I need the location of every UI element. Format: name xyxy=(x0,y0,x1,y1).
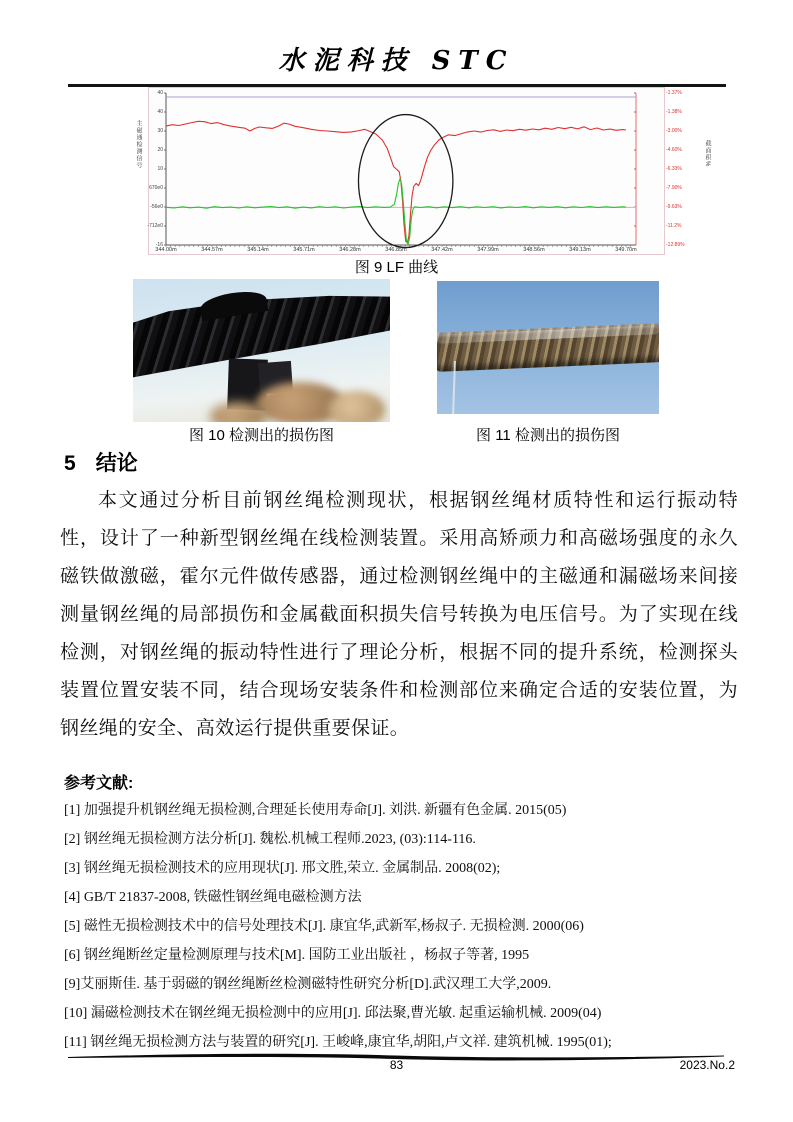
x-axis-tick: 345.14m xyxy=(247,247,269,253)
left-y-tick: 40 xyxy=(157,89,163,96)
right-y-tick: -1.38% xyxy=(666,108,682,115)
x-axis-tick: 348.56m xyxy=(523,247,545,253)
photo1-caption: 图 10 检测出的损伤图 xyxy=(188,427,335,444)
conclusion-text: 本文通过分析目前钢丝绳检测现状，根据钢丝绳材质特性和运行振动特性，设计了一种新型钢丝绳在线检测装置。采用高矫顽力和高磁场强度的永久磁铁做激磁，霍尔元件做传感器，通过检测钢丝绳中的主磁通和漏磁场来间接测量钢丝绳的局部损伤和金属截面积损失信号转换为电压信号。为了实现在线检测，对钢丝绳的振动特性进行了理论分析，根据不同的提升系统，检测探头装置位置安装不同，结合现场安装条件和检测部位来确定合适的安装位置，为钢丝绳的安全、高效运行提供重要保证。 xyxy=(60,490,738,739)
left-y-tick: -16 xyxy=(155,241,163,248)
reference-item: [5] 磁性无损检测技术中的信号处理技术[J]. 康宜华,武新军,杨叔子. 无损检测. 2000(06) xyxy=(64,919,584,934)
right-y-tick: -6.33% xyxy=(666,165,682,172)
reference-item: [2] 钢丝绳无损检测方法分析[J]. 魏松.机械工程师.2023, (03):114-116. xyxy=(64,832,476,847)
x-axis-tick: 347.99m xyxy=(477,247,499,253)
right-y-tick: -12.89% xyxy=(666,241,685,248)
x-axis-tick: 346.85m xyxy=(385,247,407,253)
reference-item: [10] 漏磁检测技术在钢丝绳无损检测中的应用[J]. 邱法聚,曹光敏. 起重运输机械. 2009(04) xyxy=(64,1006,602,1021)
right-y-tick: -7.90% xyxy=(666,184,682,191)
lf-chart-plot xyxy=(149,88,664,254)
reference-item: [6] 钢丝绳断丝定量检测原理与技术[M]. 国防工业出版社 ，杨叔子等著, 1995 xyxy=(64,948,530,963)
reference-item: [1] 加强提升机钢丝绳无损检测,合理延长使用寿命[J]. 刘洪. 新疆有色金属. 2015(05) xyxy=(64,803,567,818)
left-y-tick: 10 xyxy=(157,165,163,172)
journal-title: 水泥科技 STC xyxy=(278,46,515,76)
damage-photo-2 xyxy=(437,281,659,414)
x-axis-tick: 349.70m xyxy=(615,247,637,253)
left-axis-tick-labels xyxy=(148,88,165,254)
conclusion-paragraph xyxy=(60,482,738,748)
x-axis-tick: 345.71m xyxy=(293,247,315,253)
reference-item: [9]艾丽斯佳. 基于弱磁的钢丝绳断丝检测磁特性研究分析[D].武汉理工大学,2009. xyxy=(64,977,552,992)
left-y-tick: 30 xyxy=(157,127,163,134)
photo2-caption: 图 11 检测出的损伤图 xyxy=(476,427,620,444)
chart-caption: 图 9 LF 曲线 xyxy=(354,259,439,276)
reference-item: [11] 钢丝绳无损检测方法与装置的研究[J]. 王峻峰,康宜华,胡阳,卢文祥. 建筑机械. 1995(01); xyxy=(64,1035,612,1050)
references-list xyxy=(64,796,744,1057)
lf-curve-chart xyxy=(147,87,685,255)
right-y-tick: -9.63% xyxy=(666,203,682,210)
x-axis-tick: 349.13m xyxy=(569,247,591,253)
issue-number: 2023.No.2 xyxy=(679,1058,735,1072)
left-y-tick: -56e0 xyxy=(150,203,163,210)
left-y-tick: -712e0 xyxy=(147,222,163,229)
right-axis-tick-labels xyxy=(664,88,700,254)
x-axis-tick: 344.57m xyxy=(201,247,223,253)
rock-background-image-3 xyxy=(210,402,267,422)
left-y-tick: 20 xyxy=(157,146,163,153)
right-y-tick: -4.60% xyxy=(666,146,682,153)
section-title: 结论 xyxy=(95,452,138,475)
reference-item: [3] 钢丝绳无损检测技术的应用现状[J]. 邢文胜,荣立. 金属制品. 2008(02); xyxy=(64,861,501,876)
left-y-tick: 670e0 xyxy=(149,184,163,191)
right-axis-title: 截面积% xyxy=(704,140,710,168)
right-y-tick: -1.37% xyxy=(666,89,682,96)
rock-background-image-2 xyxy=(328,391,385,422)
right-y-tick: -11.2% xyxy=(666,222,682,229)
left-y-tick: 40 xyxy=(157,108,163,115)
references-heading: 参考文献: xyxy=(64,775,134,792)
left-axis-title: 主磁通检测信号 xyxy=(135,120,141,169)
page-number: 83 xyxy=(389,1058,404,1072)
x-axis-tick: 346.28m xyxy=(339,247,361,253)
right-y-tick: -3.00% xyxy=(666,127,682,134)
reference-item: [4] GB/T 21837-2008, 铁磁性钢丝绳电磁检测方法 xyxy=(64,890,362,905)
damage-photo-1 xyxy=(133,279,390,422)
section-number: 5 xyxy=(64,452,76,475)
x-axis-tick: 347.42m xyxy=(431,247,453,253)
section-heading xyxy=(64,447,138,477)
x-axis-tick: 344.00m xyxy=(155,247,177,253)
